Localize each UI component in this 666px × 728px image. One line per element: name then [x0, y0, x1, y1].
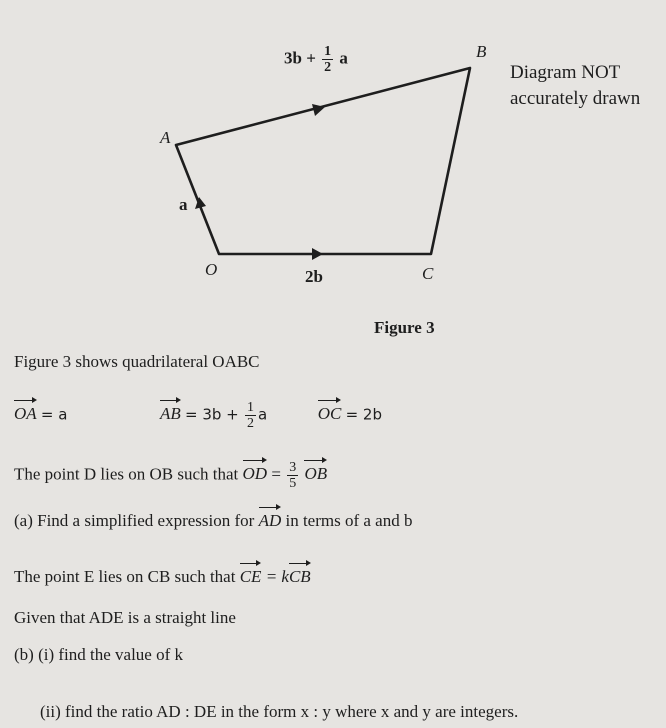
intro-text: Figure 3 shows quadrilateral OABC: [14, 352, 260, 371]
vec-oa: OA: [14, 404, 37, 424]
vec-ab-suffix: a: [257, 405, 268, 424]
quadrilateral-oabc: [176, 68, 470, 254]
part-a-text-after: in terms of a and b: [285, 511, 413, 530]
diagram-note: [510, 60, 640, 112]
vec-oa-eq: = a: [40, 405, 68, 424]
vec-ad: AD: [258, 511, 282, 530]
point-d-eq: =: [271, 464, 281, 484]
diagram-note-line1: Diagram NOT: [510, 62, 621, 83]
point-e-text: The point E lies on CB such that: [14, 567, 236, 586]
vec-oc-eq: = 2b: [345, 405, 382, 424]
part-a-question: [14, 511, 412, 531]
vec-od: OD: [242, 464, 268, 484]
label-ab-fraction: [322, 44, 333, 75]
label-oc: 2b: [305, 267, 323, 286]
point-e-statement: [14, 567, 311, 587]
vector-definitions: [14, 400, 382, 431]
vec-ce: CE: [239, 567, 262, 586]
arrow-oc: [312, 248, 323, 260]
label-o: O: [205, 260, 218, 279]
part-b-ii-question: (ii) find the ratio AD : DE in the form x : y where x and y are integers.: [40, 702, 519, 721]
vec-ab-num: 1: [246, 400, 254, 415]
point-d-statement: [14, 460, 327, 491]
point-d-fraction: [287, 460, 298, 491]
part-b-i-question: (b) (i) find the value of k: [14, 645, 183, 664]
point-e-eq: = k: [265, 567, 289, 586]
label-ab-num: 1: [324, 44, 332, 59]
vec-oc: OC: [317, 404, 342, 424]
vec-ab-den: 2: [246, 416, 254, 431]
label-c: C: [422, 264, 434, 283]
vec-ob: OB: [304, 464, 328, 484]
label-b: B: [476, 42, 487, 61]
label-ab: [284, 44, 348, 75]
point-d-text: The point D lies on OB such that: [14, 464, 239, 484]
point-d-den: 5: [289, 476, 297, 491]
label-ab-suffix: a: [339, 48, 348, 68]
part-a-text-before: (a) Find a simplified expression for: [14, 511, 255, 530]
label-ab-prefix: 3b +: [284, 48, 316, 68]
label-ab-den: 2: [324, 60, 332, 75]
vec-ab: AB: [159, 404, 181, 424]
point-d-num: 3: [289, 460, 297, 475]
vec-ab-fraction: [245, 400, 256, 431]
label-a: A: [160, 128, 171, 147]
diagram-note-line2: accurately drawn: [510, 88, 641, 109]
given-statement: Given that ADE is a straight line: [14, 608, 236, 627]
vec-cb: CB: [288, 567, 311, 586]
vec-ab-eq: = 3b +: [184, 405, 239, 424]
label-oa: a: [179, 195, 188, 214]
figure-caption: Figure 3: [374, 318, 435, 337]
